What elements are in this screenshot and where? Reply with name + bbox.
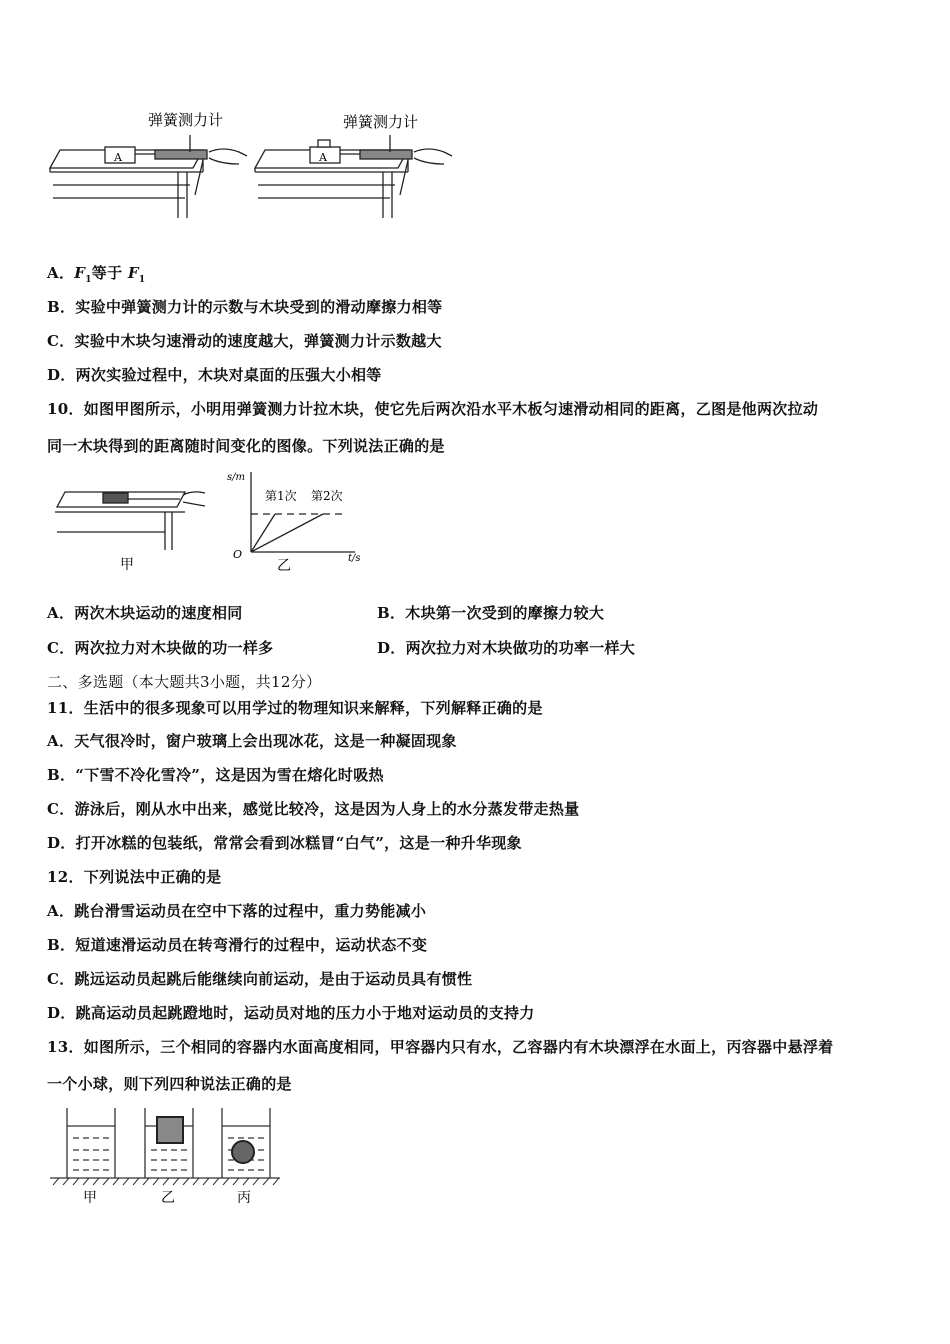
option-text: 等于 [91,264,123,282]
y-axis-label: s/m [227,472,245,483]
q13-stem-line2: 一个小球，则下列四种说法正确的是 [47,1075,292,1093]
container-yi [145,1108,193,1178]
block-a-right: A [319,151,327,164]
q10-option-b: B．木块第一次受到的摩擦力较大 [377,604,605,622]
spring-scale-label-left: 弹簧测力计 [148,111,224,129]
x-axis-label: t/s [348,553,361,564]
q12-option-a: A．跳台滑雪运动员在空中下落的过程中，重力势能减小 [47,902,427,920]
f-symbol: F [74,264,86,282]
option-prefix: A． [47,264,75,282]
caption-jia: 甲 [83,1190,97,1206]
graph-yi [251,472,355,552]
q10-option-d: D．两次拉力对木块做功的功率一样大 [377,639,636,657]
q10-stem-line2: 同一木块得到的距离随时间变化的图像。下列说法正确的是 [47,437,445,455]
series2-label: 第2次 [311,489,343,503]
container-bing [222,1108,270,1178]
q13-stem-line1: 13．如图所示，三个相同的容器内水面高度相同，甲容器内只有水，乙容器内有木块漂浮在水面上，丙容器中悬浮着 [47,1038,834,1056]
q12-option-c: C．跳远运动员起跳后能继续向前运动，是由于运动员具有惯性 [47,970,473,988]
f-symbol: F [127,264,139,282]
series1-label: 第1次 [265,489,297,503]
q12-stem: 12．下列说法中正确的是 [47,868,222,886]
block-a-left: A [114,151,122,164]
caption-bing: 丙 [237,1190,251,1206]
series2-line [251,514,323,552]
q13-figure [45,1103,290,1208]
q9-option-b: B．实验中弹簧测力计的示数与木块受到的滑动摩擦力相等 [47,298,443,316]
q9-option-a [47,262,145,285]
q12-option-d: D．跳高运动员起跳蹬地时，运动员对地的压力小于地对运动员的支持力 [47,1004,535,1022]
q9-option-d: D．两次实验过程中，木块对桌面的压强大小相等 [47,366,382,384]
q9-figure [45,100,455,220]
floating-wood-block [157,1117,183,1143]
q10-figure [45,462,375,577]
q11-option-a: A．天气很冷时，窗户玻璃上会出现冰花，这是一种凝固现象 [47,732,457,750]
origin-label: O [233,548,243,561]
suspended-ball [232,1141,254,1163]
q12-option-b: B．短道速滑运动员在转弯滑行的过程中，运动状态不变 [47,936,428,954]
ground-hatching [53,1178,279,1185]
caption-yi: 乙 [161,1190,175,1206]
container-jia [67,1108,115,1178]
section-heading: 二、多选题（本大题共3小题，共12分） [47,673,322,691]
spring-scale-label-right: 弹簧测力计 [343,113,419,131]
q10-option-c: C．两次拉力对木块做的功一样多 [47,639,274,657]
setup-left [50,135,247,218]
q11-option-d: D．打开冰糕的包装纸，常常会看到冰糕冒“白气”，这是一种升华现象 [47,834,522,852]
q10-stem-line1: 10．如图甲图所示，小明用弹簧测力计拉木块，使它先后两次沿水平木板匀速滑动相同的距离，乙图是他两次拉动 [47,400,819,418]
caption-jia: 甲 [120,557,134,573]
caption-yi: 乙 [277,558,291,574]
subscript: 1 [85,275,92,285]
q10-option-a: A．两次木块运动的速度相同 [47,604,243,622]
q11-option-b: B．“下雪不冷化雪冷”，这是因为雪在熔化时吸热 [47,766,384,784]
q9-option-c: C．实验中木块匀速滑动的速度越大，弹簧测力计示数越大 [47,332,442,350]
q11-stem: 11．生活中的很多现象可以用学过的物理知识来解释，下列解释正确的是 [47,699,543,717]
setup-jia [55,492,205,550]
q11-option-c: C．游泳后，刚从水中出来，感觉比较冷，这是因为人身上的水分蒸发带走热量 [47,800,580,818]
subscript: 1 [138,275,146,285]
setup-right [255,135,452,218]
